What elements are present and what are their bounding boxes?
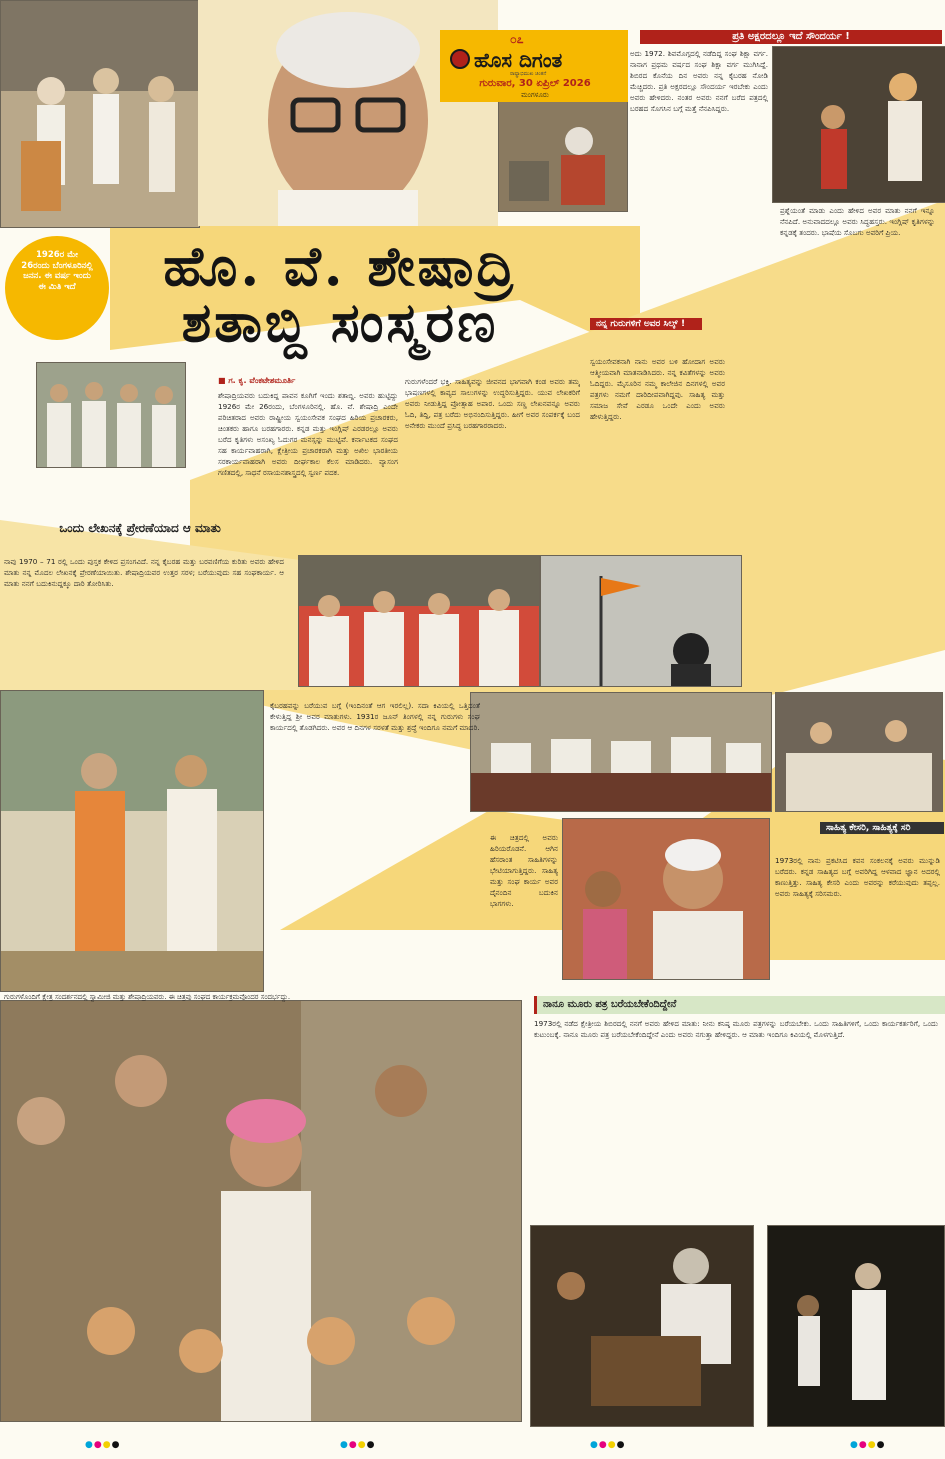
registration-marks-2: ●●●● [340,1440,376,1450]
issue-date: ಗುರುವಾರ, 30 ಏಪ್ರಿಲ್ 2026 [479,78,591,89]
birth-note-text: 1926ರ ಮೇ 26ರಂದು ಬೆಂಗಳೂರಿನಲ್ಲಿ ಜನನ. ಈ ವರ್ಷ ಇಂದು ಈ ಮಿತಿ ಇದೆ [21,250,93,292]
ribbon-silk-for-guru: ನನ್ನ ಗುರುಗಳಿಗೆ ಅವರ ಸಿಲ್ಕ್ ! [590,318,702,330]
logo-icon [450,49,470,69]
photo-audience [298,555,540,687]
ribbon-beauty-in-letters: ಪ್ರತಿ ಅಕ್ಷರದಲ್ಲೂ ಇದೆ ಸೌಂದರ್ಯ ! [640,30,942,44]
tagline: ರಾಷ್ಟ್ರಾಭಿಮುಖ ಚಿಂತನೆ [510,71,547,77]
photo-ceremony-top-right [772,46,945,203]
caption-swamiji: ಗುರುಗಳೊಂದಿಗೆ ಕ್ಷೇತ್ರ ಸಂದರ್ಶನದಲ್ಲಿ ಸ್ವಾಮೀಜಿ ಮತ್ತು ಶೇಷಾದ್ರಿಯವರು. ಈ ಚಿತ್ರವು ಸಂಘದ ಕಾರ್ಯಕ್ರಮವೊಂದರ ಸಂದರ್ಭದ್ದು. [4,993,291,1001]
main-headline [80,234,600,354]
masthead [440,30,628,102]
photo-night-walk [767,1225,945,1427]
newspaper-logo [450,48,620,72]
photo-meal [530,1225,754,1427]
column-middle-two: ಈ ಚಿತ್ರದಲ್ಲಿ ಅವರು ಹಿರಿಯರೊಡನೆ. ಆಗಿನ ಹೆಸರಾಂತ ಸಾಹಿತಿಗಳನ್ನು ಭೇಟಿಯಾಗುತ್ತಿದ್ದರು. ಸಾಹಿತ್ಯ ಮತ್ತು ಸಂಘ ಕಾರ್ಯ ಅವರ ದೈನಂದಿನ ಬದುಕಿನ ಭಾಗಗಳು. [490,833,558,908]
column-right-side: ಪ್ರಶ್ನೆಯಂತೆ ಮಾಡು ಎಂದು ಹೇಳಿದ ಅವರ ಮಾತು ನನಗೆ ಇನ್ನೂ ನೆನಪಿದೆ. ಅನುವಾದದಲ್ಲೂ ಅವರು ಸಿದ್ಧಹಸ್ತರು. ಇಂಗ್ಲಿಷ್ ಕೃತಿಗಳನ್ನು ಕನ್ನಡಕ್ಕೆ ತಂದರು. ಭಾಷೆಯ ಸೊಬಗು ಅವರಿಗೆ ಪ್ರಿಯ. [780,206,935,237]
column-top-right: ಅದು 1972. ಶಿವಮೊಗ್ಗದಲ್ಲಿ ನಡೆದಿದ್ದ ಸಂಘ ಶಿಕ್ಷಾ ವರ್ಗ. ನಾನಾಗ ಪ್ರಥಮ ವರ್ಷದ ಸಂಘ ಶಿಕ್ಷಾ ವರ್ಗ ಮುಗಿಸಿದ್ದೆ. ಶಿಬಿರದ ಕೊನೆಯ ದಿನ ಅವರು ನನ್ನ ಕೈಬರಹ ನೋಡಿ ಮೆಚ್ಚಿದರು. ಪ್ರತಿ ಅಕ್ಷರದಲ್ಲೂ ಸೌಂದರ್ಯ ಇರಬೇಕು ಎಂದು ಅವರು ಹೇಳಿದರು. ನಂತರ ಅವರು ನನಗೆ ಬರೆದ ಪತ್ರದಲ್ಲಿ ಬರಹದ ಸೊಗಸಿನ ಬಗ್ಗೆ ಮತ್ತೆ ನೆನಪಿಸಿದ್ದರು. [630,49,768,113]
photo-group-top-left [0,0,200,228]
edition-place: ಮಂಗಳೂರು [521,91,549,99]
photo-flag [540,555,742,687]
byline: ■ ಗ. ಕೃ. ವೆಂಕಟೇಶಮೂರ್ತಿ [218,376,296,385]
page-number: ೦೭ [510,32,524,46]
column-middle: ಕೈಬರಹವನ್ನು ಬರೆಯುವ ಬಗ್ಗೆ (ಇಂದಿನಂತೆ ಆಗ ಇರಲಿಲ್ಲ). ಸದಾ ಕಿವಿಯಲ್ಲಿ ಒತ್ತಿದಂತೆ ಕೇಳುತ್ತಿದ್ದ ಶ್ರೀ ಅವರ ಮಾತುಗಳು. 1931ರ ಜೂನ್ ತಿಂಗಳಲ್ಲಿ ನನ್ನ ಗುರುಗಳು ಸಂಘ ಕಾರ್ಯದಲ್ಲಿ ತೊಡಗಿದರು. ಅವರ ಆ ದಿನಗಳ ಸರಳತೆ ಮತ್ತು ಶ್ರದ್ಧೆ ಇಂದಿಗೂ ನಮಗೆ ಮಾದರಿ. [270,701,480,732]
headline-line-1: ಹೊ. ವೆ. ಶೇಷಾದ್ರಿ [163,234,517,298]
column-sahitya: 1973ರಲ್ಲಿ ನಾನು ಪ್ರಕಟಿಸಿದ ಕವನ ಸಂಕಲನಕ್ಕೆ ಅವರು ಮುನ್ನುಡಿ ಬರೆದರು. ಕನ್ನಡ ಸಾಹಿತ್ಯದ ಬಗ್ಗೆ ಅವರಿಗಿದ್ದ ಆಳವಾದ ಜ್ಞಾನ ಅದರಲ್ಲಿ ಕಾಣುತ್ತಿತ್ತು. ಸಾಹಿತ್ಯ ಕೇಸರಿ ಎಂದು ಅವರನ್ನು ಕರೆಯುವುದು ತಪ್ಪಲ್ಲ. ಅವರು ಸಾಹಿತ್ಯಕ್ಕೆ ಸರಿಸಮರು. [775,856,940,898]
headline-line-2: ಶತಾಬ್ದಿ ಸಂಸ್ಮರಣ [181,290,499,354]
photo-seated-row [470,692,772,812]
column-intro: ಶೇಷಾದ್ರಿಯವರು ಬದುಕಿದ್ದ ಪಾವನ ಕೂಗಿಗೆ ಇಂದು ಶತಾಬ್ದಿ. ಅವರು ಹುಟ್ಟಿದ್ದು 1926ರ ಮೇ 26ರಂದು, ಬೆಂಗಳೂರಿನಲ್ಲಿ. ಹೊ. ವೆ. ಶೇಷಾದ್ರಿ ಎಂದೇ ಪರಿಚಿತರಾದ ಅವರು ರಾಷ್ಟ್ರೀಯ ಸ್ವಯಂಸೇವಕ ಸಂಘದ ಹಿರಿಯ ಪ್ರಚಾರಕರು, ಚಿಂತಕರು ಹಾಗೂ ಬರಹಗಾರರು. ಕನ್ನಡ ಮತ್ತು ಇಂಗ್ಲಿಷ್ ಎರಡರಲ್ಲೂ ಅವರು ಬರೆದ ಕೃತಿಗಳು ಅಸಂಖ್ಯ ಓದುಗರ ಮನಸ್ಸನ್ನು ಮುಟ್ಟಿವೆ. ಕರ್ನಾಟಕದ ಸಂಘದ ಸಹ ಕಾರ್ಯವಾಹರಾಗಿ, ಕ್ಷೇತ್ರೀಯ ಪ್ರಚಾರಕರಾಗಿ ಮತ್ತು ಅಖಿಲ ಭಾರತೀಯ ಸರಕಾರ್ಯವಾಹರಾಗಿ ಅವರು ದೀರ್ಘಕಾಲ ಕೆಲಸ ಮಾಡಿದರು. ವ್ಯಾಸಂಗ ಗಣಿತದಲ್ಲಿ, ಸಾಧನೆ ರಸಾಯನಶಾಸ್ತ್ರದಲ್ಲಿ ಸ್ವರ್ಣ ಪದಕ. [218,391,398,477]
column-left-story: ನಾವು 1970 – 71 ರಲ್ಲಿ ಒಂದು ಪುಸ್ತಕ ಕೇಳಿದ ಪ್ರಸಂಗವಿದೆ. ನನ್ನ ಕೈಬರಹ ಮತ್ತು ಬರವಣಿಗೆಯ ಕುರಿತು ಅವರು ಹೇಳಿದ ಮಾತು ನನ್ನ ಮೊದಲ ಲೇಖನಕ್ಕೆ ಪ್ರೇರಣೆಯಾಯಿತು. ಶೇಷಾದ್ರಿಯವರ ಉತ್ತರ ಸರಳ; ಬರೆಯುವುದು ಸಹ ಸಂಘಕಾರ್ಯ. ಆ ಮಾತು ನನಗೆ ಬದುಕಿನುದ್ದಕ್ಕೂ ದಾರಿ ತೋರಿಸಿತು. [4,557,284,588]
registration-marks-1: ●●●● [85,1440,121,1450]
photo-dais [775,692,943,812]
newspaper-name: ಹೊಸ ದಿಗಂತ [474,48,563,72]
column-bottom: 1973ರಲ್ಲಿ ನಡೆದ ಕ್ಷೇತ್ರೀಯ ಶಿಬಿರದಲ್ಲಿ ನನಗೆ ಅವರು ಹೇಳಿದ ಮಾತು: ನೀನು ಕನಿಷ್ಠ ಮೂರು ಪತ್ರಗಳನ್ನು ಬರೆಯಬೇಕು. ಒಂದು ಸಾಹಿತಿಗಳಿಗೆ, ಒಂದು ಕಾರ್ಯಕರ್ತರಿಗೆ, ಒಂದು ಕುಟುಂಬಕ್ಕೆ. ನಾನೂ ಮೂರು ಪತ್ರ ಬರೆಯಬೇಕೆಂದಿದ್ದೇನೆ ಎಂದು ಅವರು ನಗುತ್ತಾ ಹೇಳಿದ್ದರು. ಆ ಮಾತು ಇಂದಿಗೂ ಕಿವಿಯಲ್ಲಿ ಮೊಳಗುತ್ತಿದೆ. [534,1019,938,1039]
registration-marks-3: ●●●● [590,1440,626,1450]
subhead-sahitya-kesari: ಸಾಹಿತ್ಯ ಕೇಸರಿ, ಸಾಹಿತ್ಯಕ್ಕೆ ಸರಿ [820,822,944,834]
column-two: ಗುರುಗಳೆಂದರೆ ಭಕ್ತಿ. ಸಾಹಿತ್ಯವನ್ನು ಜೀವನದ ಭಾಗವಾಗಿ ಕಂಡ ಅವರು ತಮ್ಮ ಭಾಷಣಗಳಲ್ಲಿ ಕಾವ್ಯದ ಸಾಲುಗಳನ್ನು ಉದ್ಧರಿಸುತ್ತಿದ್ದರು. ಯುವ ಲೇಖಕರಿಗೆ ಅವರು ನೀಡುತ್ತಿದ್ದ ಪ್ರೋತ್ಸಾಹ ಅಪಾರ. ಒಂದು ಸಣ್ಣ ಲೇಖನವನ್ನೂ ಅವರು ಓದಿ, ತಿದ್ದಿ, ಪತ್ರ ಬರೆದು ಅಭಿನಂದಿಸುತ್ತಿದ್ದರು. ಹೀಗೆ ಅವರ ಸಂಪರ್ಕಕ್ಕೆ ಬಂದ ಅನೇಕರು ಮುಂದೆ ಪ್ರಸಿದ್ಧ ಬರಹಗಾರರಾದರು. [405,377,580,430]
photo-elder-girl [562,818,770,980]
column-three: ಸ್ವಯಂಸೇವಕನಾಗಿ ನಾನು ಅವರ ಬಳಿ ಹೋದಾಗ ಅವರು ಆತ್ಮೀಯವಾಗಿ ಮಾತನಾಡಿಸಿದರು. ನನ್ನ ಕವಿತೆಗಳನ್ನು ಅವರು ಓದಿದ್ದರು. ಮೈಸೂರಿನ ನಮ್ಮ ಕಾಲೇಜಿನ ದಿನಗಳಲ್ಲಿ ಅವರ ಪತ್ರಗಳು ನಮಗೆ ದಾರಿದೀಪವಾಗಿದ್ದವು. ಸಾಹಿತ್ಯ ಮತ್ತು ಸಮಾಜ ಸೇವೆ ಎರಡೂ ಒಂದೇ ಎಂದು ಅವರು ಹೇಳುತ್ತಿದ್ದರು. [590,357,725,421]
photo-reading [498,100,628,212]
photo-felicitation [0,1000,522,1422]
photo-swamiji [0,690,264,992]
subhead-three-letters: ನಾನೂ ಮೂರು ಪತ್ರ ಬರೆಯಬೇಕೆಂದಿದ್ದೇನೆ [534,996,945,1014]
photo-group-four [36,362,186,468]
registration-marks-4: ●●●● [850,1440,886,1450]
subhead-inspiration: ಒಂದು ಲೇಖನಕ್ಕೆ ಪ್ರೇರಣೆಯಾದ ಆ ಮಾತು [59,521,221,535]
